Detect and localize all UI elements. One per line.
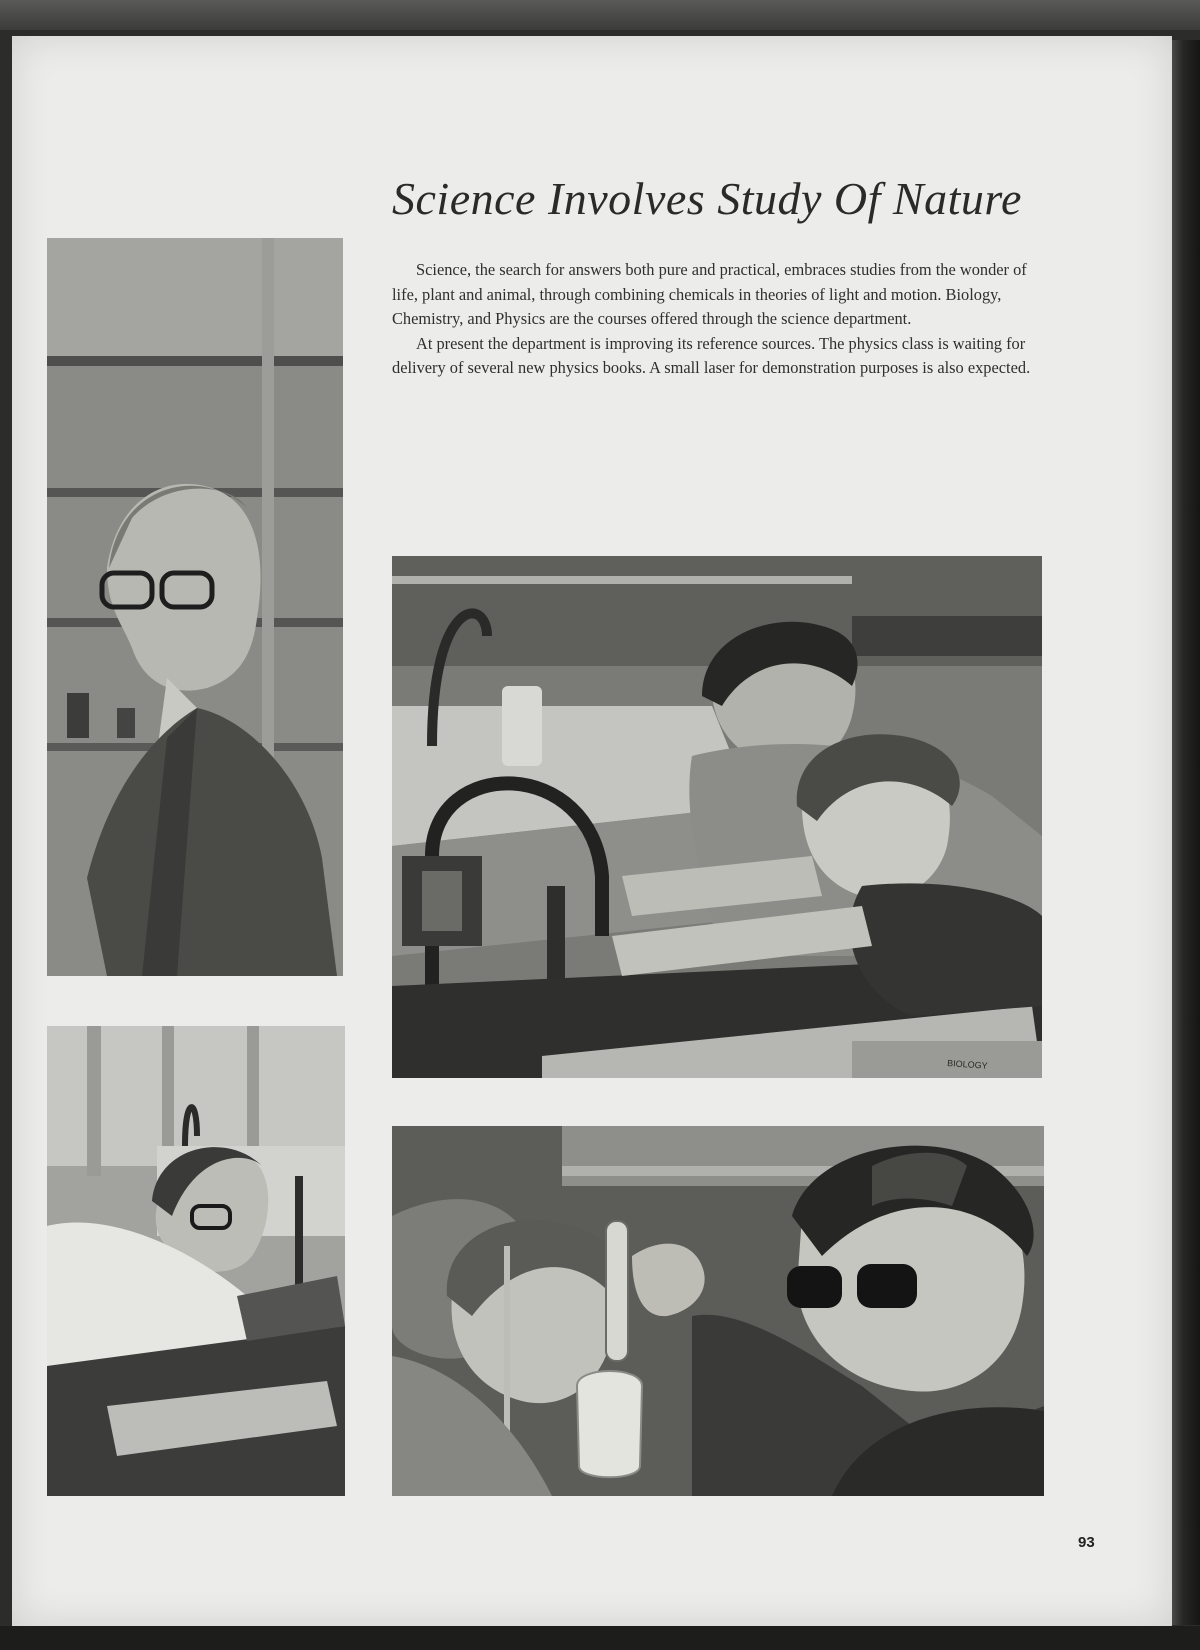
- book-spine-edge: [1172, 40, 1200, 1625]
- paragraph-2: At present the department is improving its reference sources. The physics class is waiting for delivery of several new physics books. A small laser for demonstration purposes is also expected.: [392, 333, 1031, 377]
- page-number: 93: [1078, 1534, 1095, 1551]
- biology-book-label: BIOLOGY: [946, 1058, 988, 1071]
- test-tube-photo: [392, 1126, 1044, 1496]
- lab-bench-photo: [392, 556, 1042, 1078]
- article-body: [392, 258, 1032, 381]
- paragraph-1: Science, the search for answers both pure and practical, embraces studies from the wonder of life, plant and animal, through combining chemicals in theories of light and motion. Biology, Chemistry, and Physics are the courses offered through the science department.: [392, 260, 1027, 328]
- teacher-photo: [47, 238, 343, 976]
- scanner-bottom-edge: [0, 1626, 1200, 1650]
- scanner-top-edge: [0, 0, 1200, 30]
- page-title: Science Involves Study Of Nature: [392, 173, 1022, 224]
- student-writing-photo: [47, 1026, 345, 1496]
